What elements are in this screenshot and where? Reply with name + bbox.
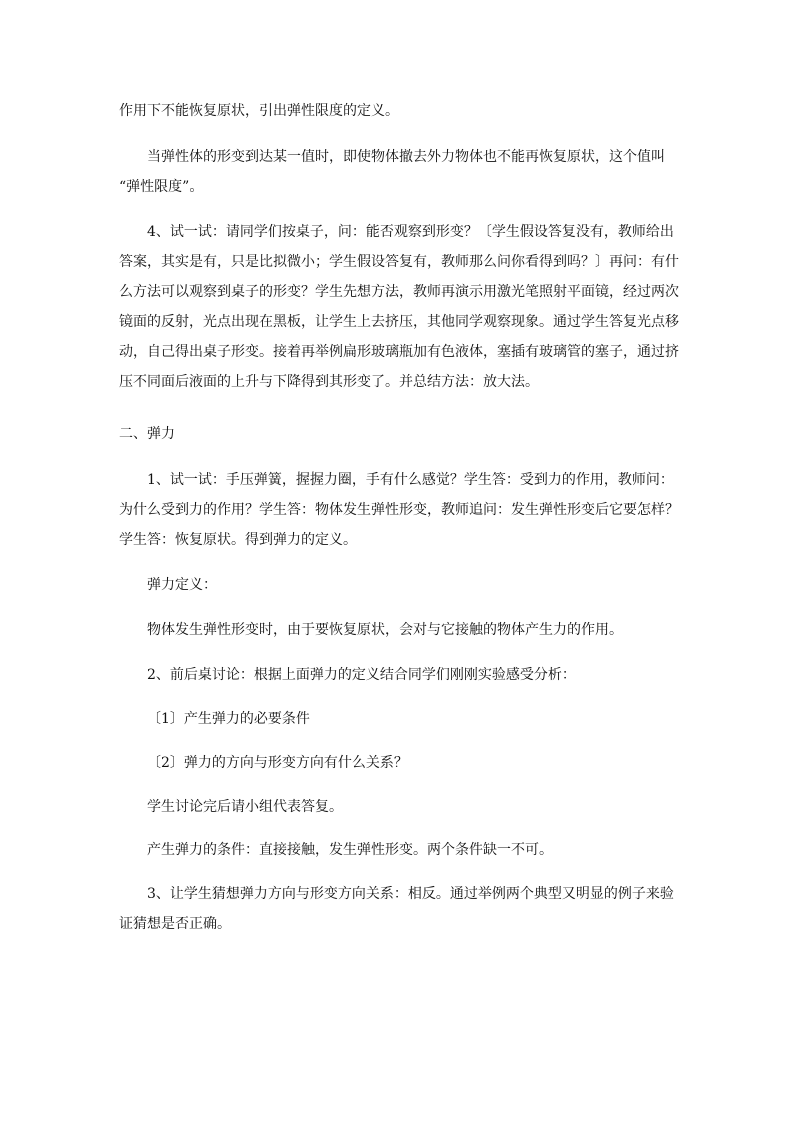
paragraph-elastic-limit-definition: [119, 142, 691, 202]
text-line: 弹力定义：: [147, 577, 217, 593]
text-line: 压不同面后液面的上升与下降得到其形变了。并总结方法：放大法。: [119, 374, 539, 390]
paragraph-question-2: [119, 748, 691, 778]
paragraph-elastic-force-definition: [119, 615, 691, 645]
text-line: 证猜想是否正确。: [119, 916, 231, 932]
text-line: 作用下不能恢复原状，引出弹性限度的定义。: [119, 103, 399, 119]
text-line: 3、让学生猜想弹力方向与形变方向关系：相反。通过举例两个典型又明显的例子来验: [147, 886, 674, 902]
text-line: 学生讨论完后请小组代表答复。: [147, 799, 343, 815]
text-line: 4、试一试：请同学们按桌子，问：能否观察到形变？〔学生假设答复没有，教师给出: [147, 224, 674, 240]
paragraph-group-answer: [119, 792, 691, 822]
text-line: 〔1〕产生弹力的必要条件: [147, 711, 310, 727]
text-line: 么方法可以观察到桌子的形变？学生先想方法，教师再演示用激光笔照射平面镜，经过两次: [119, 284, 679, 300]
paragraph-direction-guess: [119, 879, 691, 939]
paragraph-conditions: [119, 835, 691, 865]
text-line: 当弹性体的形变到达某一值时，即使物体撤去外力物体也不能再恢复原状，这个值叫: [147, 149, 665, 165]
text-line: 1、试一试：手压弹簧，握握力圈，手有什么感觉？学生答：受到力的作用，教师问：: [147, 472, 674, 488]
text-line: “弹性限度”。: [119, 179, 204, 195]
text-line: 2、前后桌讨论：根据上面弹力的定义结合同学们刚刚实验感受分析：: [147, 667, 576, 683]
paragraph-elastic-force-definition-label: [119, 570, 691, 600]
text-line: 动，自己得出桌子形变。接着再举例扁形玻璃瓶加有色液体，塞插有玻璃管的塞子，通过挤: [119, 344, 679, 360]
text-line: 为什么受到力的作用？学生答：物体发生弹性形变，教师追问：发生弹性形变后它要怎样？: [119, 502, 679, 518]
paragraph-elastic-limit-intro: [119, 96, 691, 126]
paragraph-question-1: [119, 704, 691, 734]
text-line: 答案，其实是有，只是比拟微小；学生假设答复有，教师那么问你看得到吗？〕再问：有什: [119, 254, 679, 270]
text-line: 物体发生弹性形变时，由于要恢复原状，会对与它接触的物体产生力的作用。: [147, 622, 623, 638]
section-heading-elastic-force: [119, 419, 691, 449]
text-line: 二、弹力: [119, 426, 175, 442]
text-line: 产生弹力的条件：直接接触，发生弹性形变。两个条件缺一不可。: [147, 842, 553, 858]
text-line: 〔2〕弹力的方向与形变方向有什么关系？: [147, 755, 408, 771]
text-line: 学生答：恢复原状。得到弹力的定义。: [119, 532, 357, 548]
paragraph-try-press-spring: [119, 465, 691, 555]
paragraph-desk-discussion: [119, 660, 691, 690]
text-line: 镜面的反射，光点出现在黑板，让学生上去挤压，其他同学观察现象。通过学生答复光点移: [119, 314, 679, 330]
paragraph-try-press-table: [119, 217, 691, 397]
